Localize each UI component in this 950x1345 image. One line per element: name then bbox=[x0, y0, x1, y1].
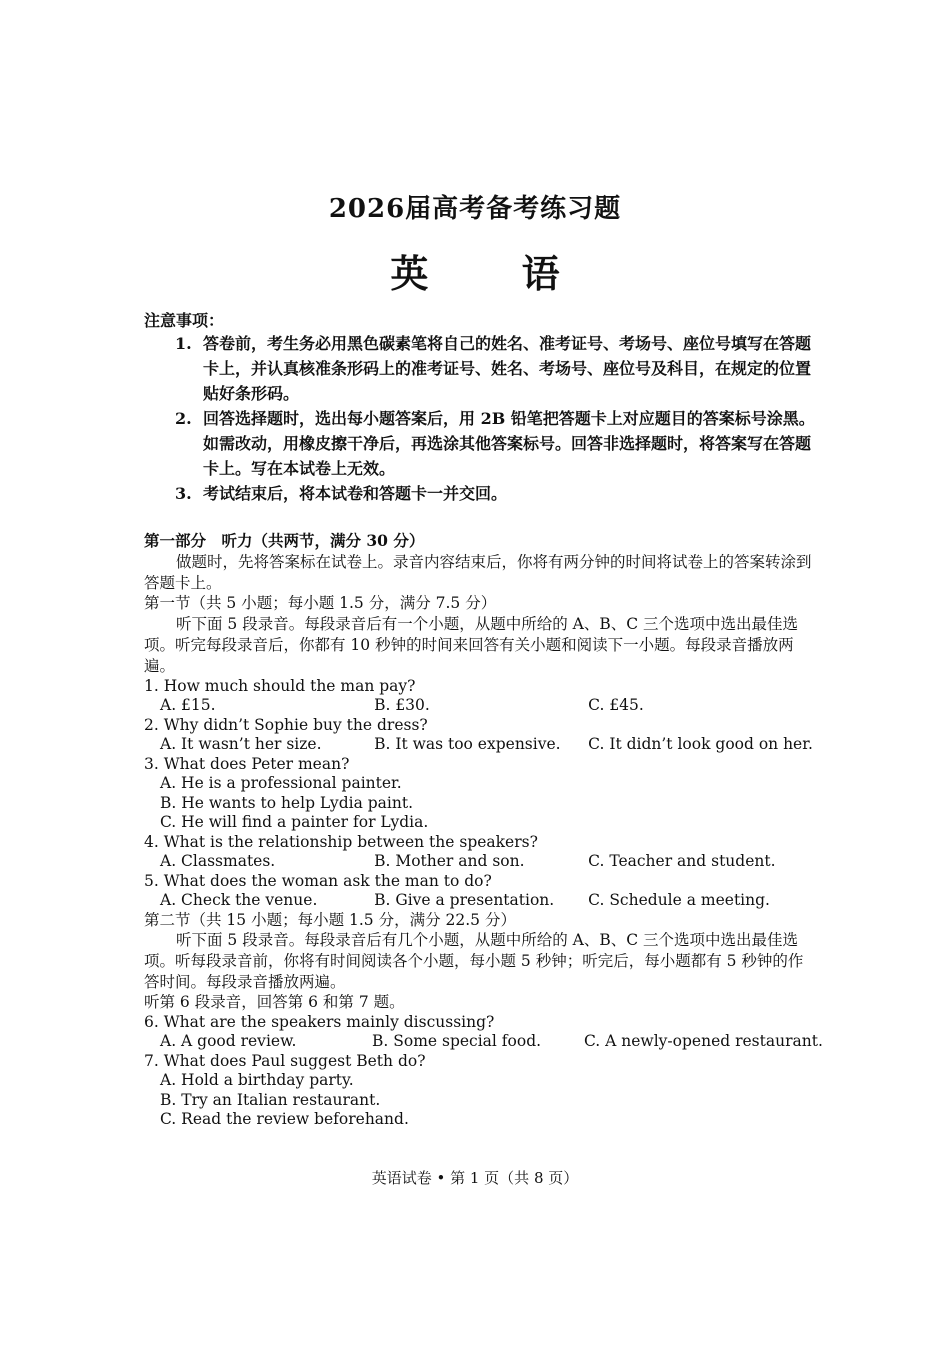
question-stem: 7. What does Paul suggest Beth do? bbox=[144, 1051, 426, 1070]
option-b: B. Some special food. bbox=[372, 1032, 542, 1050]
question-stem: 6. What are the speakers mainly discussing? bbox=[144, 1012, 495, 1031]
section2-intro: 听下面 5 段录音。每段录音后有几个小题，从题中所给的 A、B、C 三个选项中选出最佳选项。听每段录音前，你将有时间阅读各个小题，每小题 5 秒钟；听完后，每小题都有 5 秒钟的作答时间。每段录音播放两遍。 bbox=[144, 931, 804, 991]
section1-intro: 听下面 5 段录音。每段录音后有一个小题，从题中所给的 A、B、C 三个选项中选出最佳选项。听完每段录音后，你都有 10 秒钟的时间来回答有关小题和阅读下一小题。每段录音播放两遍。 bbox=[144, 614, 799, 675]
option-a: A. A good review. bbox=[160, 1032, 297, 1050]
option-a: A. It wasn’t her size. bbox=[160, 735, 322, 753]
note-item bbox=[175, 481, 815, 506]
option-c: C. It didn’t look good on her. bbox=[588, 735, 813, 753]
option-b: B. £30. bbox=[374, 696, 430, 714]
option-c: C. A newly-opened restaurant. bbox=[584, 1032, 823, 1050]
option-c: C. Schedule a meeting. bbox=[588, 891, 770, 909]
question-stem: 1. How much should the man pay? bbox=[144, 676, 416, 695]
option-c: C. Teacher and student. bbox=[588, 852, 776, 870]
section2-heading: 第二节（共 15 小题；每小题 1.5 分，满分 22.5 分） bbox=[144, 910, 516, 929]
question-stem: 3. What does Peter mean? bbox=[144, 754, 350, 773]
option-a: A. Check the venue. bbox=[160, 891, 318, 909]
option-b: B. Try an Italian restaurant. bbox=[160, 1090, 381, 1109]
section1-heading: 第一节（共 5 小题；每小题 1.5 分，满分 7.5 分） bbox=[144, 594, 497, 612]
question-stem: 2. Why didn’t Sophie buy the dress? bbox=[144, 715, 428, 734]
note-item bbox=[175, 406, 815, 481]
note-text: 考试结束后，将本试卷和答题卡一并交回。 bbox=[203, 484, 508, 503]
part1-intro: 做题时，先将答案标在试卷上。录音内容结束后，你将有两分钟的时间将试卷上的答案转涂到答题卡上。 bbox=[144, 553, 812, 592]
question-stem: 5. What does the woman ask the man to do? bbox=[144, 871, 492, 890]
note-item bbox=[175, 331, 815, 406]
exam-title: 2026届高考备考练习题 bbox=[328, 194, 622, 224]
notes-heading: 注意事项： bbox=[144, 311, 225, 330]
options-row bbox=[144, 696, 814, 716]
option-b: B. Mother and son. bbox=[374, 852, 525, 870]
exam-body bbox=[144, 530, 823, 1130]
audio6-instruction: 听第 6 段录音，回答第 6 和第 7 题。 bbox=[144, 993, 405, 1011]
note-number: 3. bbox=[175, 484, 192, 503]
option-a: A. He is a professional painter. bbox=[160, 774, 402, 792]
option-b: B. Give a presentation. bbox=[374, 891, 555, 909]
option-c: C. Read the review beforehand. bbox=[160, 1110, 409, 1128]
option-a: A. Hold a birthday party. bbox=[160, 1071, 354, 1089]
options-row bbox=[144, 852, 814, 872]
note-number: 2. bbox=[175, 409, 192, 428]
option-b: B. He wants to help Lydia paint. bbox=[160, 793, 413, 812]
note-text: 回答选择题时，选出每小题答案后，用 2B 铅笔把答题卡上对应题目的答案标号涂黑。如需改动，用橡皮擦干净后，再选涂其他答案标号。回答非选择题时，将答案写在答题卡上。写在本试卷上无效。 bbox=[203, 409, 815, 478]
part1-heading: 第一部分 听力（共两节，满分 30 分） bbox=[144, 531, 425, 550]
page-footer: 英语试卷 • 第 1 页（共 8 页） bbox=[371, 1169, 579, 1187]
question-stem: 4. What is the relationship between the speakers? bbox=[144, 832, 538, 851]
options-row bbox=[144, 735, 814, 755]
option-b: B. It was too expensive. bbox=[374, 735, 561, 753]
option-a: A. £15. bbox=[160, 696, 216, 714]
options-row bbox=[144, 1032, 823, 1052]
option-c: C. He will find a painter for Lydia. bbox=[160, 813, 429, 831]
notes-list bbox=[175, 331, 815, 506]
note-number: 1. bbox=[175, 334, 192, 353]
option-c: C. £45. bbox=[588, 696, 644, 714]
options-row bbox=[144, 891, 814, 911]
note-text: 答卷前，考生务必用黑色碳素笔将自己的姓名、准考证号、考场号、座位号填写在答题卡上，并认真核准条形码上的准考证号、姓名、考场号、座位号及科目，在规定的位置贴好条形码。 bbox=[203, 334, 812, 403]
subject-title: 英 语 bbox=[390, 251, 600, 296]
option-a: A. Classmates. bbox=[160, 852, 276, 870]
